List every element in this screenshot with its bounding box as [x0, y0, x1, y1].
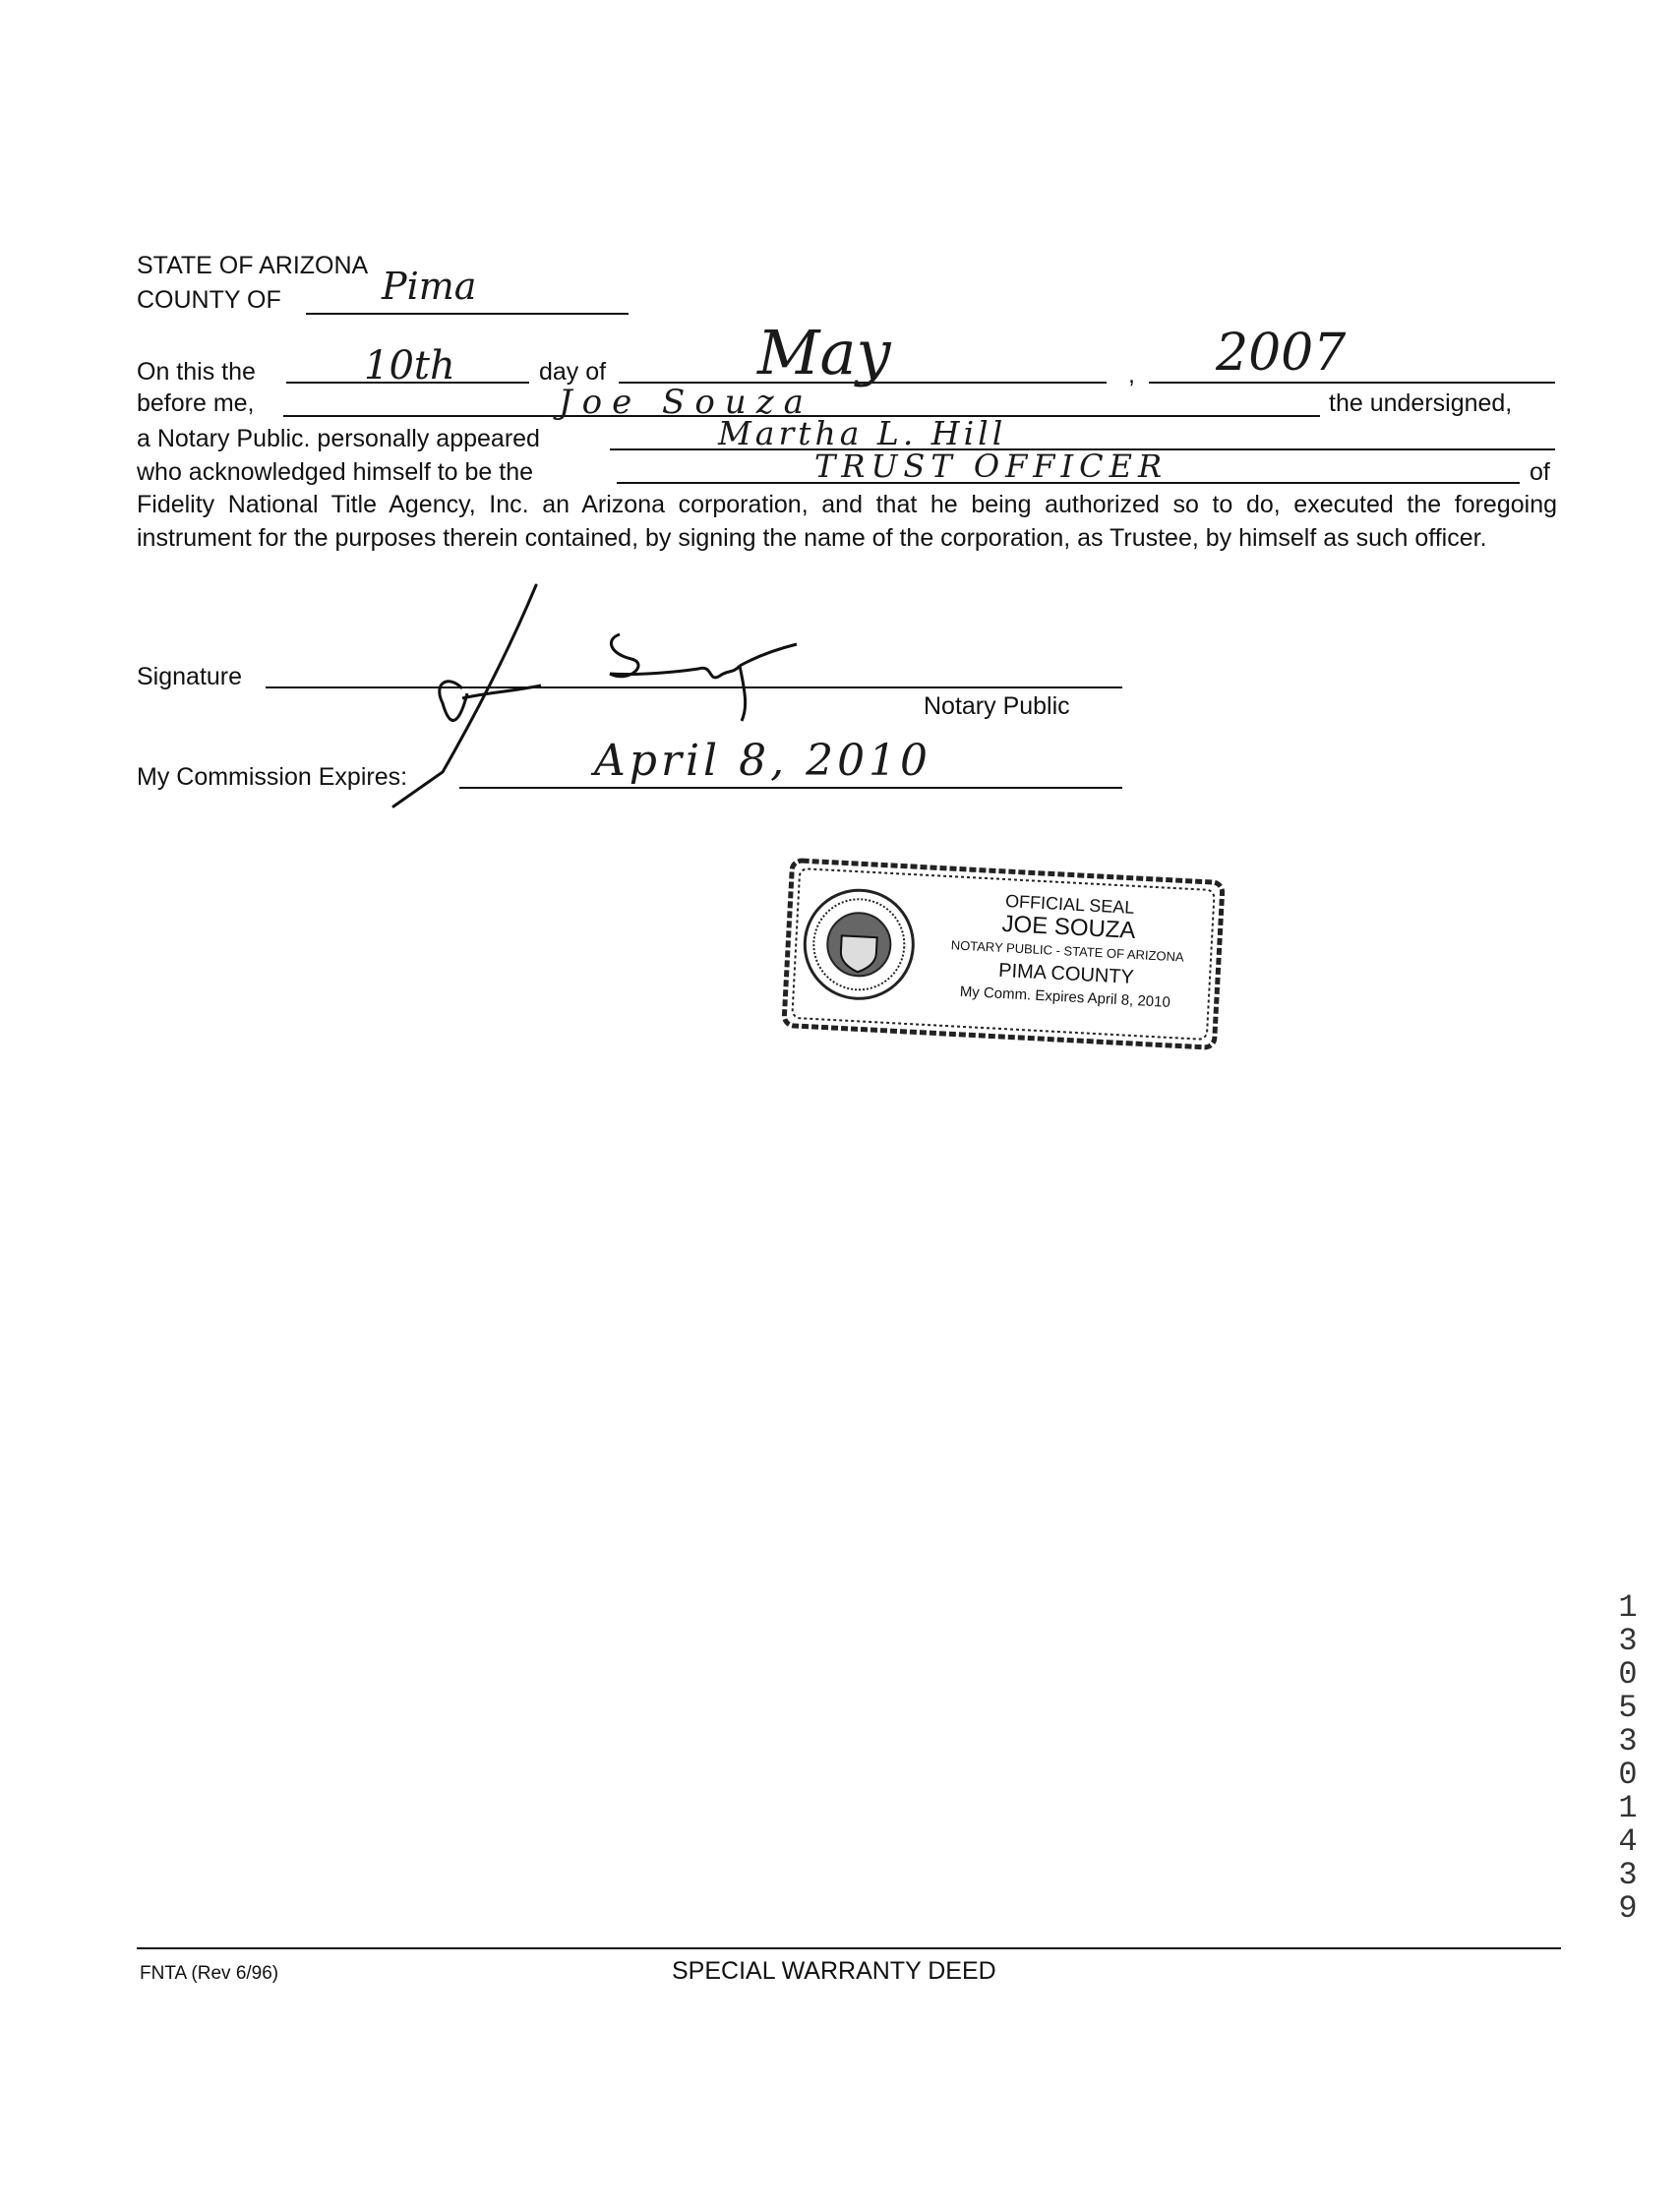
day-handwritten: 10th: [364, 343, 455, 388]
notary-public-label: Notary Public: [924, 692, 1070, 720]
seal-line-2: JOE SOUZA: [1000, 910, 1137, 944]
commission-label: My Commission Expires:: [137, 763, 408, 791]
official-seal-stamp: [778, 854, 1230, 1053]
acknowledgment-body: Fidelity National Title Agency, Inc. an Arizona corporation, and that he being authorized so to do, executed the foregoing instrument for the purposes therein contained, by signing the name of the corporation, as Trustee, by himself as such officer.: [137, 491, 1557, 552]
month-handwritten: May: [757, 317, 891, 388]
before-me-label: before me,: [137, 389, 255, 417]
year-handwritten: 2007: [1216, 324, 1347, 383]
comma-separator: ,: [1128, 361, 1135, 388]
county-blank: [306, 313, 629, 315]
recording-number-vertical: 13053 01439: [1618, 1589, 1638, 1927]
day-of-label: day of: [539, 358, 607, 386]
form-id-label: FNTA (Rev 6/96): [140, 1963, 279, 1984]
seal-line-5: My Comm. Expires April 8, 2010: [959, 983, 1171, 1011]
commission-blank: [459, 787, 1122, 789]
the-undersigned-label: the undersigned,: [1329, 389, 1513, 417]
year-blank: [1149, 382, 1555, 384]
acknowledged-label: who acknowledged himself to be the: [137, 458, 534, 486]
signature-label: Signature: [137, 663, 243, 690]
county-handwritten: Pima: [382, 265, 477, 308]
appeared-label: a Notary Public. personally appeared: [137, 425, 540, 452]
notary-name-handwritten: Joe Souza: [559, 383, 813, 422]
title-handwritten: TRUST OFFICER: [814, 447, 1169, 485]
footer-rule: [137, 1947, 1561, 1949]
county-label: COUNTY OF: [137, 286, 281, 314]
state-label: STATE OF ARIZONA: [137, 252, 369, 279]
seal-line-4: PIMA COUNTY: [997, 959, 1135, 988]
appeared-handwritten: Martha L. Hill: [718, 414, 1007, 452]
seal-line-3: NOTARY PUBLIC - STATE OF ARIZONA: [950, 937, 1185, 965]
of-label: of: [1530, 458, 1550, 486]
document-title: SPECIAL WARRANTY DEED: [672, 1957, 996, 1985]
seal-line-1: OFFICIAL SEAL: [1004, 891, 1135, 918]
on-this-the-label: On this the: [137, 358, 256, 386]
commission-handwritten: April 8, 2010: [594, 736, 932, 786]
